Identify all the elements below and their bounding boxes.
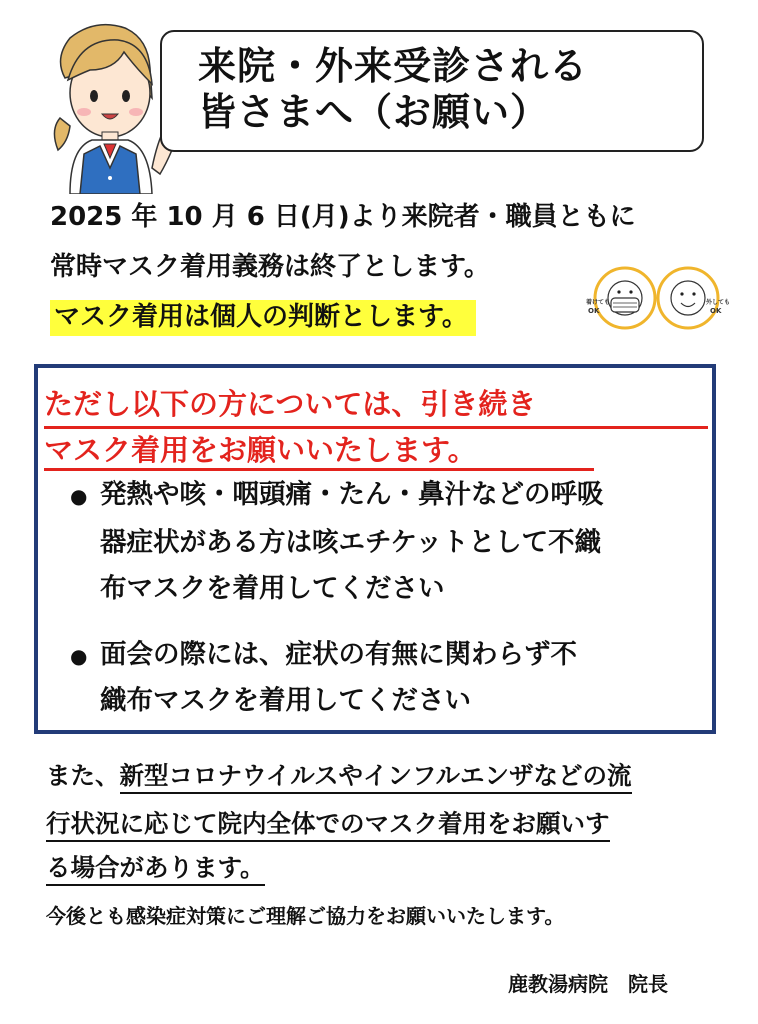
bullet-2-line2: 織布マスクを着用してください <box>100 685 471 716</box>
footer-line1-prefix: また、 <box>46 761 120 790</box>
footer-line1-underlined: 新型コロナウイルスやインフルエンザなどの流 <box>120 761 632 794</box>
page-title-line2: 皆さまへ（お願い） <box>198 90 550 134</box>
bullet-2-dot: ● <box>70 644 88 668</box>
footer-line2-underlined: 行状況に応じて院内全体でのマスク着用をお願いす <box>46 809 610 842</box>
signature: 鹿教湯病院 院長 <box>508 972 668 996</box>
face-label-left-top: 着けても <box>586 299 611 306</box>
notice-heading-line1: ただし以下の方については、引き続き <box>44 387 537 421</box>
footer-line3-underlined: る場合があります。 <box>46 853 265 886</box>
bullet-1-dot: ● <box>70 484 88 508</box>
thanks-text: 今後とも感染症対策にご理解ご協力をお願いいたします。 <box>46 904 565 928</box>
bullet-1-line1: 発熱や咳・咽頭痛・たん・鼻汁などの呼吸 <box>100 479 604 510</box>
notice-heading-line2: マスク着用をお願いいたします。 <box>44 433 477 467</box>
bullet-2-line1: 面会の際には、症状の有無に関わらず不 <box>100 639 577 670</box>
bullet-1-line2: 器症状がある方は咳エチケットとして不織 <box>100 527 602 558</box>
heading-underline-2 <box>44 468 594 471</box>
intro-highlight-line <box>50 300 476 334</box>
intro-line2: 常時マスク着用義務は終了とします。 <box>50 252 490 282</box>
face-label-right-ok: OK <box>710 307 722 315</box>
face-label-left-ok: OK <box>588 307 600 315</box>
footer-line1 <box>46 760 632 792</box>
footer-line3 <box>46 852 265 884</box>
footer-line2 <box>46 808 610 840</box>
bullet-1-line3: 布マスクを着用してください <box>100 573 445 604</box>
face-label-right-top: 外しても <box>706 299 731 306</box>
heading-underline-1 <box>44 426 708 429</box>
highlight-text: マスク着用は個人の判断とします。 <box>50 300 476 336</box>
intro-line1: 2025 年 10 月 6 日(月)より来院者・職員ともに <box>50 202 636 232</box>
page-title-line1: 来院・外来受診される <box>198 44 589 88</box>
